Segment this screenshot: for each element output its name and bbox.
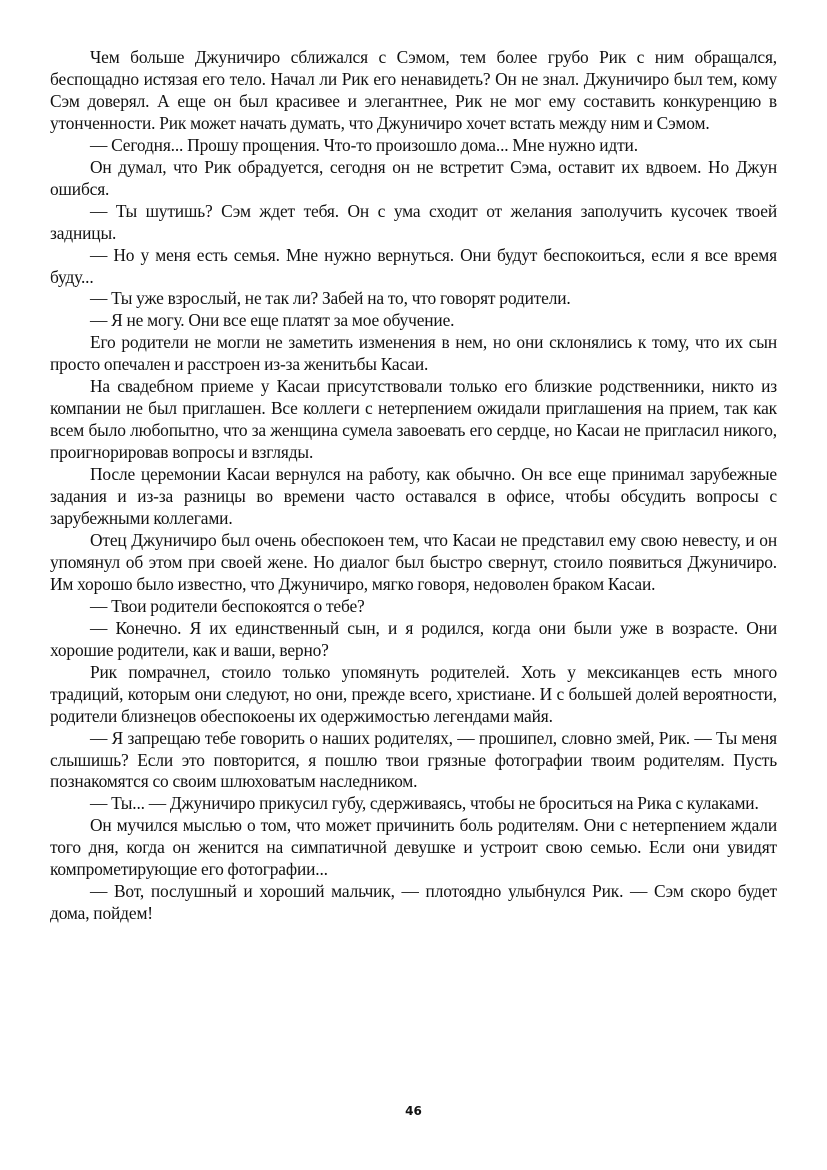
page-number: 46	[405, 1104, 422, 1118]
paragraph: — Ты уже взрослый, не так ли? Забей на то, что говорят родители.	[90, 288, 571, 309]
paragraph: Отец Джуничиро был очень обеспокоен тем, что Касаи не представил ему свою невесту, и он упомянул об этом при своей жене. Но диалог был быстро свернут, стоило появиться Джуничиро. Им хорошо было известно, что Джуничиро, мягко говоря, недоволен браком Касаи.	[50, 529, 777, 594]
paragraph: На свадебном приеме у Касаи присутствовали только его близкие родственники, никто из компании не был приглашен. Все коллеги с нетерпением ожидали приглашения на прием, так как всем было любопытно, что за женщина сумела завоевать его сердце, но Касаи не пригласил никого, проигнорировав вопросы и взгляды.	[50, 376, 777, 463]
paragraph: — Я не могу. Они все еще платят за мое обучение.	[90, 310, 455, 331]
paragraph: Он думал, что Рик обрадуется, сегодня он не встретит Сэма, оставит их вдвоем. Но Джун ошибся.	[50, 156, 777, 199]
paragraph: После церемонии Касаи вернулся на работу, как обычно. Он все еще принимал зарубежные задания и из-за разницы во времени часто оставался в офисе, чтобы обсудить вопросы с зарубежными коллегами.	[50, 464, 777, 529]
paragraph: — Ты... — Джуничиро прикусил губу, сдерживаясь, чтобы не броситься на Рика с кулаками.	[90, 793, 759, 814]
paragraph: — Я запрещаю тебе говорить о наших родителях, — прошипел, словно змей, Рик. — Ты меня слышишь? Если это повторится, я пошлю твои грязные фотографии твоим родителям. Пусть познакомятся со своим шлюховатым наследником.	[50, 727, 777, 792]
paragraph: — Ты шутишь? Сэм ждет тебя. Он с ума сходит от желания заполучить кусочек твоей задницы.	[50, 200, 777, 243]
paragraph: — Но у меня есть семья. Мне нужно вернуться. Они будут беспокоиться, если я все время буду...	[50, 244, 777, 287]
paragraph: — Конечно. Я их единственный сын, и я родился, когда они были уже в возрасте. Они хорошие родители, как и ваши, верно?	[50, 617, 777, 660]
paragraph: — Твои родители беспокоятся о тебе?	[90, 595, 365, 616]
paragraph: Чем больше Джуничиро сближался с Сэмом, тем более грубо Рик с ним обращался, беспощадно истязая его тело. Начал ли Рик его ненавидеть? Он не знал. Джуничиро был тем, кому Сэм доверял. А еще он был красивее и элегантнее, Рик не мог ему составить конкуренцию в утонченности. Рик может начать думать, что Джуничиро хочет встать между ним и Сэмом.	[50, 47, 777, 133]
paragraph: — Сегодня... Прошу прощения. Что-то произошло дома... Мне нужно идти.	[90, 134, 638, 155]
paragraph: Он мучился мыслью о том, что может причинить боль родителям. Они с нетерпением ждали того дня, когда он женится на симпатичной девушке и устроит свою семью. Если они увидят компрометирующие его фотографии...	[50, 815, 777, 880]
paragraph: Рик помрачнел, стоило только упомянуть родителей. Хоть у мексиканцев есть много традиций, которым они следуют, но они, прежде всего, христиане. И с большей долей вероятности, родители близнецов обеспокоены их одержимостью легендами майя.	[50, 661, 777, 726]
page-body-text	[50, 47, 777, 925]
paragraph: Его родители не могли не заметить изменения в нем, но они склонялись к тому, что их сын просто опечален и расстроен из-за женитьбы Касаи.	[50, 332, 777, 375]
paragraph: — Вот, послушный и хороший мальчик, — плотоядно улыбнулся Рик. — Сэм скоро будет дома, пойдем!	[50, 881, 777, 924]
